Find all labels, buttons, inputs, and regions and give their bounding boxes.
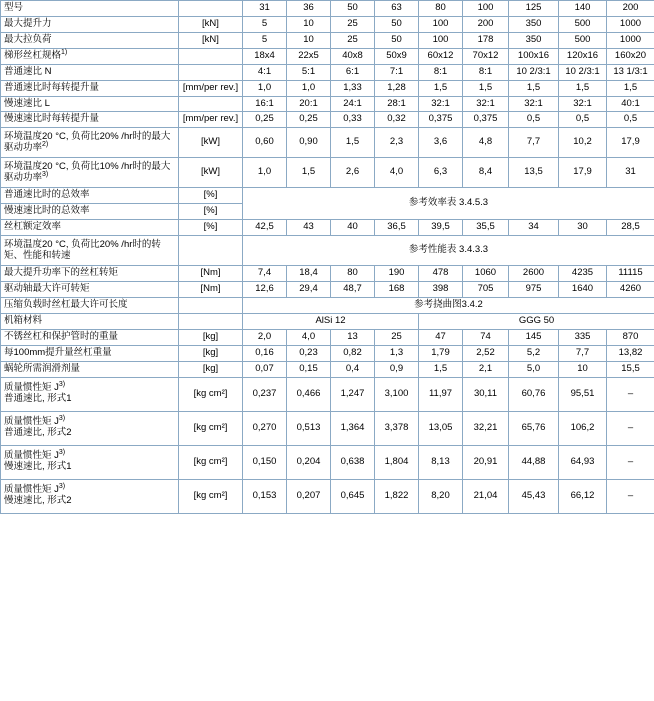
table-row xyxy=(1,345,654,361)
table-cell: 0,5 xyxy=(607,112,654,128)
footnote-marker: 3) xyxy=(58,381,66,389)
table-row xyxy=(1,188,654,204)
table-cell: 5,2 xyxy=(509,345,559,361)
table-cell: 13,82 xyxy=(607,345,654,361)
table-cell: 4260 xyxy=(607,282,654,298)
table-cell: 80 xyxy=(331,266,375,282)
row-unit: [mm/per rev.] xyxy=(179,112,243,128)
reference-note: 参考性能表 3.4.3.3 xyxy=(243,236,654,266)
table-row xyxy=(1,64,654,80)
row-label-text: 丝杠额定效率 xyxy=(4,221,62,233)
table-cell: 106,2 xyxy=(559,411,607,445)
table-cell: 4235 xyxy=(559,266,607,282)
footnote-marker: 3) xyxy=(42,170,49,178)
row-unit xyxy=(179,297,243,313)
table-cell: 975 xyxy=(509,282,559,298)
column-header: 100 xyxy=(463,1,509,17)
table-header-row xyxy=(1,1,654,17)
table-cell: 5,0 xyxy=(509,361,559,377)
row-unit: [kW] xyxy=(179,158,243,188)
row-unit: [kg cm²] xyxy=(179,377,243,411)
table-row xyxy=(1,361,654,377)
table-cell: 478 xyxy=(419,266,463,282)
row-label xyxy=(1,32,179,48)
table-row xyxy=(1,313,654,329)
table-cell: 0,23 xyxy=(287,345,331,361)
table-cell: 1,804 xyxy=(375,445,419,479)
table-row xyxy=(1,80,654,96)
table-row xyxy=(1,48,654,64)
row-label xyxy=(1,377,179,411)
table-cell: 0,5 xyxy=(509,112,559,128)
table-row xyxy=(1,220,654,236)
column-header: 80 xyxy=(419,1,463,17)
table-cell: 8,4 xyxy=(463,158,509,188)
row-unit: [mm/per rev.] xyxy=(179,80,243,96)
table-cell: 500 xyxy=(559,16,607,32)
table-cell: 7:1 xyxy=(375,64,419,80)
table-cell: 17,9 xyxy=(607,128,654,158)
row-unit: [kg] xyxy=(179,329,243,345)
reference-note: 参考挠曲图3.4.2 xyxy=(243,297,654,313)
row-label xyxy=(1,96,179,112)
table-cell: 500 xyxy=(559,32,607,48)
table-cell: 100 xyxy=(419,16,463,32)
table-cell: 47 xyxy=(419,329,463,345)
column-header: 200 xyxy=(607,1,654,17)
table-cell: 1000 xyxy=(607,16,654,32)
table-cell: 0,150 xyxy=(243,445,287,479)
row-unit: [kg cm²] xyxy=(179,479,243,513)
row-label-text: 普通速比时每转提升量 xyxy=(4,81,100,93)
table-row xyxy=(1,158,654,188)
table-cell: 1,79 xyxy=(419,345,463,361)
column-header-model: 型号 xyxy=(1,1,179,17)
table-row xyxy=(1,445,654,479)
table-row xyxy=(1,112,654,128)
table-cell: 6:1 xyxy=(331,64,375,80)
table-cell: 64,93 xyxy=(559,445,607,479)
table-row xyxy=(1,329,654,345)
row-label-text: 慢速速比时的总效率 xyxy=(4,205,90,217)
table-cell: 6,3 xyxy=(419,158,463,188)
table-cell: 3,378 xyxy=(375,411,419,445)
row-unit: [kg cm²] xyxy=(179,445,243,479)
table-cell: 4,8 xyxy=(463,128,509,158)
row-label xyxy=(1,266,179,282)
footnote-marker: 2) xyxy=(42,140,49,148)
table-cell: 42,5 xyxy=(243,220,287,236)
table-cell: 20:1 xyxy=(287,96,331,112)
row-label-text: 最大提升功率下的丝杠转矩 xyxy=(4,267,119,279)
table-cell: 16:1 xyxy=(243,96,287,112)
table-row xyxy=(1,32,654,48)
table-cell: 1,0 xyxy=(243,158,287,188)
table-cell: 1,822 xyxy=(375,479,419,513)
table-cell: 70x12 xyxy=(463,48,509,64)
row-label-text: 最大提升力 xyxy=(4,17,52,29)
row-unit: [%] xyxy=(179,188,243,204)
table-cell: 178 xyxy=(463,32,509,48)
row-unit: [kg cm²] xyxy=(179,411,243,445)
table-cell: 1,5 xyxy=(287,158,331,188)
table-cell: 30,11 xyxy=(463,377,509,411)
column-header: 63 xyxy=(375,1,419,17)
row-unit: [Nm] xyxy=(179,266,243,282)
table-cell: 44,88 xyxy=(509,445,559,479)
table-cell: 40 xyxy=(331,220,375,236)
table-cell: 0,638 xyxy=(331,445,375,479)
table-cell: 1060 xyxy=(463,266,509,282)
table-cell: 32:1 xyxy=(509,96,559,112)
table-cell: 29,4 xyxy=(287,282,331,298)
table-cell: 1640 xyxy=(559,282,607,298)
table-cell: 160x20 xyxy=(607,48,654,64)
table-row xyxy=(1,297,654,313)
row-unit: [Nm] xyxy=(179,282,243,298)
table-cell: 0,60 xyxy=(243,128,287,158)
table-cell: 100x16 xyxy=(509,48,559,64)
table-cell: 3,6 xyxy=(419,128,463,158)
table-cell: 28:1 xyxy=(375,96,419,112)
table-cell: 25 xyxy=(331,16,375,32)
table-cell: 2,52 xyxy=(463,345,509,361)
column-header: 140 xyxy=(559,1,607,17)
row-label xyxy=(1,297,179,313)
row-label xyxy=(1,188,179,204)
table-cell: 1,247 xyxy=(331,377,375,411)
table-cell: 15,5 xyxy=(607,361,654,377)
table-cell: 7,7 xyxy=(559,345,607,361)
row-unit: [kg] xyxy=(179,345,243,361)
table-cell: 13 xyxy=(331,329,375,345)
material-right: GGG 50 xyxy=(419,313,654,329)
table-cell: 2600 xyxy=(509,266,559,282)
row-label-text: 普通速比时的总效率 xyxy=(4,189,90,201)
table-cell: 1,0 xyxy=(243,80,287,96)
row-unit: [kW] xyxy=(179,128,243,158)
table-cell: 28,5 xyxy=(607,220,654,236)
table-cell: 398 xyxy=(419,282,463,298)
table-cell: 1,0 xyxy=(287,80,331,96)
table-cell: 24:1 xyxy=(331,96,375,112)
table-cell: 35,5 xyxy=(463,220,509,236)
table-cell: 350 xyxy=(509,16,559,32)
row-label-text: 质量惯性矩 J xyxy=(4,416,59,428)
table-cell: 20,91 xyxy=(463,445,509,479)
row-label-text: 慢速速比时每转提升量 xyxy=(4,113,100,125)
table-cell: 8,20 xyxy=(419,479,463,513)
table-cell: 13 1/3:1 xyxy=(607,64,654,80)
row-label xyxy=(1,282,179,298)
table-cell: 50 xyxy=(375,32,419,48)
table-cell: 18,4 xyxy=(287,266,331,282)
row-unit xyxy=(179,236,243,266)
row-label xyxy=(1,313,179,329)
row-label-text: 梯形丝杠规格 xyxy=(4,49,62,61)
table-cell: 13,05 xyxy=(419,411,463,445)
table-cell: 0,513 xyxy=(287,411,331,445)
table-cell: 50 xyxy=(375,16,419,32)
table-cell: 0,375 xyxy=(463,112,509,128)
table-cell: 1,28 xyxy=(375,80,419,96)
reference-note: 参考效率表 3.4.5.3 xyxy=(243,188,654,220)
row-label xyxy=(1,80,179,96)
row-label-text: 最大拉负荷 xyxy=(4,33,52,45)
table-cell: 5 xyxy=(243,32,287,48)
row-unit xyxy=(179,96,243,112)
table-cell: 40x8 xyxy=(331,48,375,64)
row-label xyxy=(1,220,179,236)
row-label-subtext: 慢速速比, 形式1 xyxy=(4,461,72,473)
table-cell: 7,4 xyxy=(243,266,287,282)
row-label-text: 普通速比 N xyxy=(4,65,52,77)
row-label-subtext: 普通速比, 形式2 xyxy=(4,427,72,439)
table-cell: 1,5 xyxy=(509,80,559,96)
table-cell: 95,51 xyxy=(559,377,607,411)
row-label-text: 质量惯性矩 J xyxy=(4,450,59,462)
table-row xyxy=(1,236,654,266)
table-cell: 2,1 xyxy=(463,361,509,377)
row-label xyxy=(1,204,179,220)
row-label xyxy=(1,345,179,361)
table-cell: 1,364 xyxy=(331,411,375,445)
table-cell: 0,207 xyxy=(287,479,331,513)
table-cell: 0,25 xyxy=(287,112,331,128)
row-unit: [kg] xyxy=(179,361,243,377)
table-cell: 10 xyxy=(287,32,331,48)
row-label-text: 机箱材料 xyxy=(4,314,43,326)
table-cell: 0,07 xyxy=(243,361,287,377)
table-cell: 12,6 xyxy=(243,282,287,298)
row-label-text: 环境温度20 °C, 负荷比10% /hr时的最大驱动功率 xyxy=(4,160,171,183)
table-cell: 8:1 xyxy=(419,64,463,80)
row-label-text: 环境温度20 °C, 负荷比20% /hr时的最大驱动功率 xyxy=(4,130,171,153)
row-unit xyxy=(179,64,243,80)
footnote-marker: 1) xyxy=(61,48,68,56)
row-label-text: 质量惯性矩 J xyxy=(4,382,59,394)
table-cell: 32,21 xyxy=(463,411,509,445)
table-cell: 0,25 xyxy=(243,112,287,128)
row-label xyxy=(1,16,179,32)
footnote-marker: 3) xyxy=(58,415,66,423)
row-unit: [kN] xyxy=(179,32,243,48)
column-header: 36 xyxy=(287,1,331,17)
table-cell: 0,5 xyxy=(559,112,607,128)
table-cell: 48,7 xyxy=(331,282,375,298)
row-label xyxy=(1,48,179,64)
table-cell: 18x4 xyxy=(243,48,287,64)
table-cell: 50x9 xyxy=(375,48,419,64)
material-left: AlSi 12 xyxy=(243,313,419,329)
column-header: 31 xyxy=(243,1,287,17)
table-cell: 21,04 xyxy=(463,479,509,513)
table-cell: – xyxy=(607,411,654,445)
table-cell: 66,12 xyxy=(559,479,607,513)
table-cell: 350 xyxy=(509,32,559,48)
table-cell: 0,4 xyxy=(331,361,375,377)
table-cell: – xyxy=(607,479,654,513)
table-cell: 36,5 xyxy=(375,220,419,236)
table-cell: 1,5 xyxy=(607,80,654,96)
table-cell: 335 xyxy=(559,329,607,345)
table-row xyxy=(1,479,654,513)
table-cell: 8,13 xyxy=(419,445,463,479)
table-cell: 190 xyxy=(375,266,419,282)
row-unit: [kN] xyxy=(179,16,243,32)
table-cell: 8:1 xyxy=(463,64,509,80)
table-cell: 11115 xyxy=(607,266,654,282)
table-row xyxy=(1,266,654,282)
table-cell: 0,90 xyxy=(287,128,331,158)
row-label xyxy=(1,64,179,80)
row-unit: [%] xyxy=(179,220,243,236)
table-cell: 0,16 xyxy=(243,345,287,361)
table-cell: 1000 xyxy=(607,32,654,48)
table-cell: 1,3 xyxy=(375,345,419,361)
table-cell: 0,466 xyxy=(287,377,331,411)
table-cell: 2,3 xyxy=(375,128,419,158)
row-label-text: 每100mm提升量丝杠重量 xyxy=(4,346,112,358)
table-cell: 65,76 xyxy=(509,411,559,445)
row-label xyxy=(1,158,179,188)
table-cell: 0,270 xyxy=(243,411,287,445)
row-label-text: 环境温度20 °C, 负荷比20% /hr时的转矩、性能和转速 xyxy=(4,238,161,261)
table-cell: 13,5 xyxy=(509,158,559,188)
table-cell: 11,97 xyxy=(419,377,463,411)
table-cell: 1,5 xyxy=(463,80,509,96)
table-cell: 200 xyxy=(463,16,509,32)
table-cell: 4,0 xyxy=(375,158,419,188)
table-cell: 1,5 xyxy=(559,80,607,96)
table-cell: 100 xyxy=(419,32,463,48)
table-row xyxy=(1,377,654,411)
footnote-marker: 3) xyxy=(58,483,66,491)
table-cell: 60,76 xyxy=(509,377,559,411)
table-cell: 32:1 xyxy=(463,96,509,112)
table-cell: 30 xyxy=(559,220,607,236)
table-cell: 10 2/3:1 xyxy=(509,64,559,80)
row-label xyxy=(1,128,179,158)
table-cell: 5 xyxy=(243,16,287,32)
table-cell: 43 xyxy=(287,220,331,236)
table-cell: 10,2 xyxy=(559,128,607,158)
table-row xyxy=(1,411,654,445)
row-label-subtext: 普通速比, 形式1 xyxy=(4,393,72,405)
row-unit: [%] xyxy=(179,204,243,220)
row-label xyxy=(1,112,179,128)
table-cell: 10 xyxy=(287,16,331,32)
footnote-marker: 3) xyxy=(58,449,66,457)
table-cell: 40:1 xyxy=(607,96,654,112)
table-row xyxy=(1,282,654,298)
table-cell: 870 xyxy=(607,329,654,345)
table-cell: 4:1 xyxy=(243,64,287,80)
row-label-subtext: 慢速速比, 形式2 xyxy=(4,495,72,507)
table-cell: 22x5 xyxy=(287,48,331,64)
table-cell: 705 xyxy=(463,282,509,298)
column-header: 50 xyxy=(331,1,375,17)
table-cell: 5:1 xyxy=(287,64,331,80)
row-label xyxy=(1,361,179,377)
table-cell: 2,0 xyxy=(243,329,287,345)
table-cell: 74 xyxy=(463,329,509,345)
table-cell: 39,5 xyxy=(419,220,463,236)
table-row xyxy=(1,96,654,112)
table-cell: 0,82 xyxy=(331,345,375,361)
row-label-text: 压缩负载时丝杠最大许可长度 xyxy=(4,298,128,310)
table-cell: 0,204 xyxy=(287,445,331,479)
table-cell: 0,15 xyxy=(287,361,331,377)
row-label-text: 驱动轴最大许可转矩 xyxy=(4,283,90,295)
table-cell: 0,237 xyxy=(243,377,287,411)
table-cell: – xyxy=(607,445,654,479)
table-row xyxy=(1,128,654,158)
table-cell: 10 xyxy=(559,361,607,377)
table-cell: 10 2/3:1 xyxy=(559,64,607,80)
table-cell: 17,9 xyxy=(559,158,607,188)
table-cell: 45,43 xyxy=(509,479,559,513)
table-cell: 120x16 xyxy=(559,48,607,64)
row-label xyxy=(1,445,179,479)
table-cell: 60x12 xyxy=(419,48,463,64)
table-cell: 1,5 xyxy=(331,128,375,158)
table-cell: 1,33 xyxy=(331,80,375,96)
table-cell: 0,153 xyxy=(243,479,287,513)
table-cell: 32:1 xyxy=(559,96,607,112)
row-label xyxy=(1,236,179,266)
table-cell: 1,5 xyxy=(419,361,463,377)
row-unit xyxy=(179,48,243,64)
table-cell: 32:1 xyxy=(419,96,463,112)
row-label-text: 慢速速比 L xyxy=(4,97,50,109)
table-cell: 31 xyxy=(607,158,654,188)
table-cell: 34 xyxy=(509,220,559,236)
column-header: 125 xyxy=(509,1,559,17)
table-cell: 0,32 xyxy=(375,112,419,128)
table-body xyxy=(1,1,654,514)
row-label xyxy=(1,411,179,445)
row-label-text: 蜗轮所需润滑剂量 xyxy=(4,362,81,374)
table-cell: 0,33 xyxy=(331,112,375,128)
table-cell: 0,375 xyxy=(419,112,463,128)
table-cell: 145 xyxy=(509,329,559,345)
table-cell: 3,100 xyxy=(375,377,419,411)
table-cell: 4,0 xyxy=(287,329,331,345)
table-cell: 0,645 xyxy=(331,479,375,513)
row-unit xyxy=(179,313,243,329)
table-cell: – xyxy=(607,377,654,411)
table-cell: 0,9 xyxy=(375,361,419,377)
table-cell: 168 xyxy=(375,282,419,298)
table-cell: 2,6 xyxy=(331,158,375,188)
row-label xyxy=(1,329,179,345)
row-label-text: 不锈丝杠和保护管时的重量 xyxy=(4,330,119,342)
table-cell: 7,7 xyxy=(509,128,559,158)
row-label xyxy=(1,479,179,513)
column-header xyxy=(179,1,243,17)
table-cell: 25 xyxy=(331,32,375,48)
table-cell: 1,5 xyxy=(419,80,463,96)
table-row xyxy=(1,16,654,32)
row-label-text: 质量惯性矩 J xyxy=(4,484,59,496)
table-cell: 25 xyxy=(375,329,419,345)
